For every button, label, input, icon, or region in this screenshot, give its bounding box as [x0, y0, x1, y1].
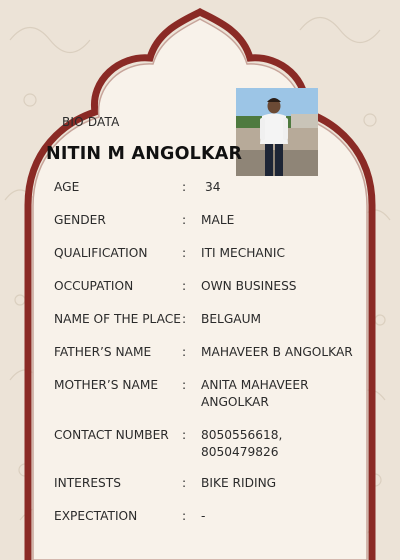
field-value: BELGAUM	[201, 312, 262, 326]
field-value: OWN BUSINESS	[201, 279, 297, 293]
field-label: FATHER’S NAME	[54, 345, 152, 359]
field-label: MOTHER’S NAME	[54, 378, 159, 392]
field-label: QUALIFICATION	[54, 246, 148, 260]
field-colon: :	[182, 213, 187, 227]
field-colon: :	[182, 279, 187, 293]
field-colon: :	[182, 246, 187, 260]
field-label: GENDER	[54, 213, 106, 227]
portrait-photo-icon	[236, 88, 318, 176]
field-value: ANITA MAHAVEER ANGOLKAR	[201, 378, 309, 409]
field-value: -	[201, 509, 206, 523]
profile-photo	[236, 88, 318, 176]
field-colon: :	[182, 509, 187, 523]
field-colon: :	[182, 476, 187, 490]
person-name: NITIN M ANGOLKAR	[46, 144, 243, 164]
field-label: CONTACT NUMBER	[54, 428, 169, 442]
field-colon: :	[182, 378, 187, 392]
field-value: BIKE RIDING	[201, 476, 277, 490]
field-label: EXPECTATION	[54, 509, 138, 523]
field-colon: :	[182, 312, 187, 326]
field-value: MALE	[201, 213, 235, 227]
field-label: NAME OF THE PLACE	[54, 312, 181, 326]
biodata-heading: BIO DATA	[62, 115, 120, 129]
field-value: ITI MECHANIC	[201, 246, 285, 260]
field-colon: :	[182, 428, 187, 442]
field-label: AGE	[54, 180, 80, 194]
field-colon: :	[182, 180, 187, 194]
field-value: MAHAVEER B ANGOLKAR	[201, 345, 353, 359]
field-colon: :	[182, 345, 187, 359]
field-label: OCCUPATION	[54, 279, 134, 293]
field-value: 8050556618, 8050479826	[201, 428, 283, 459]
field-label: INTERESTS	[54, 476, 121, 490]
field-value: 34	[205, 180, 221, 194]
